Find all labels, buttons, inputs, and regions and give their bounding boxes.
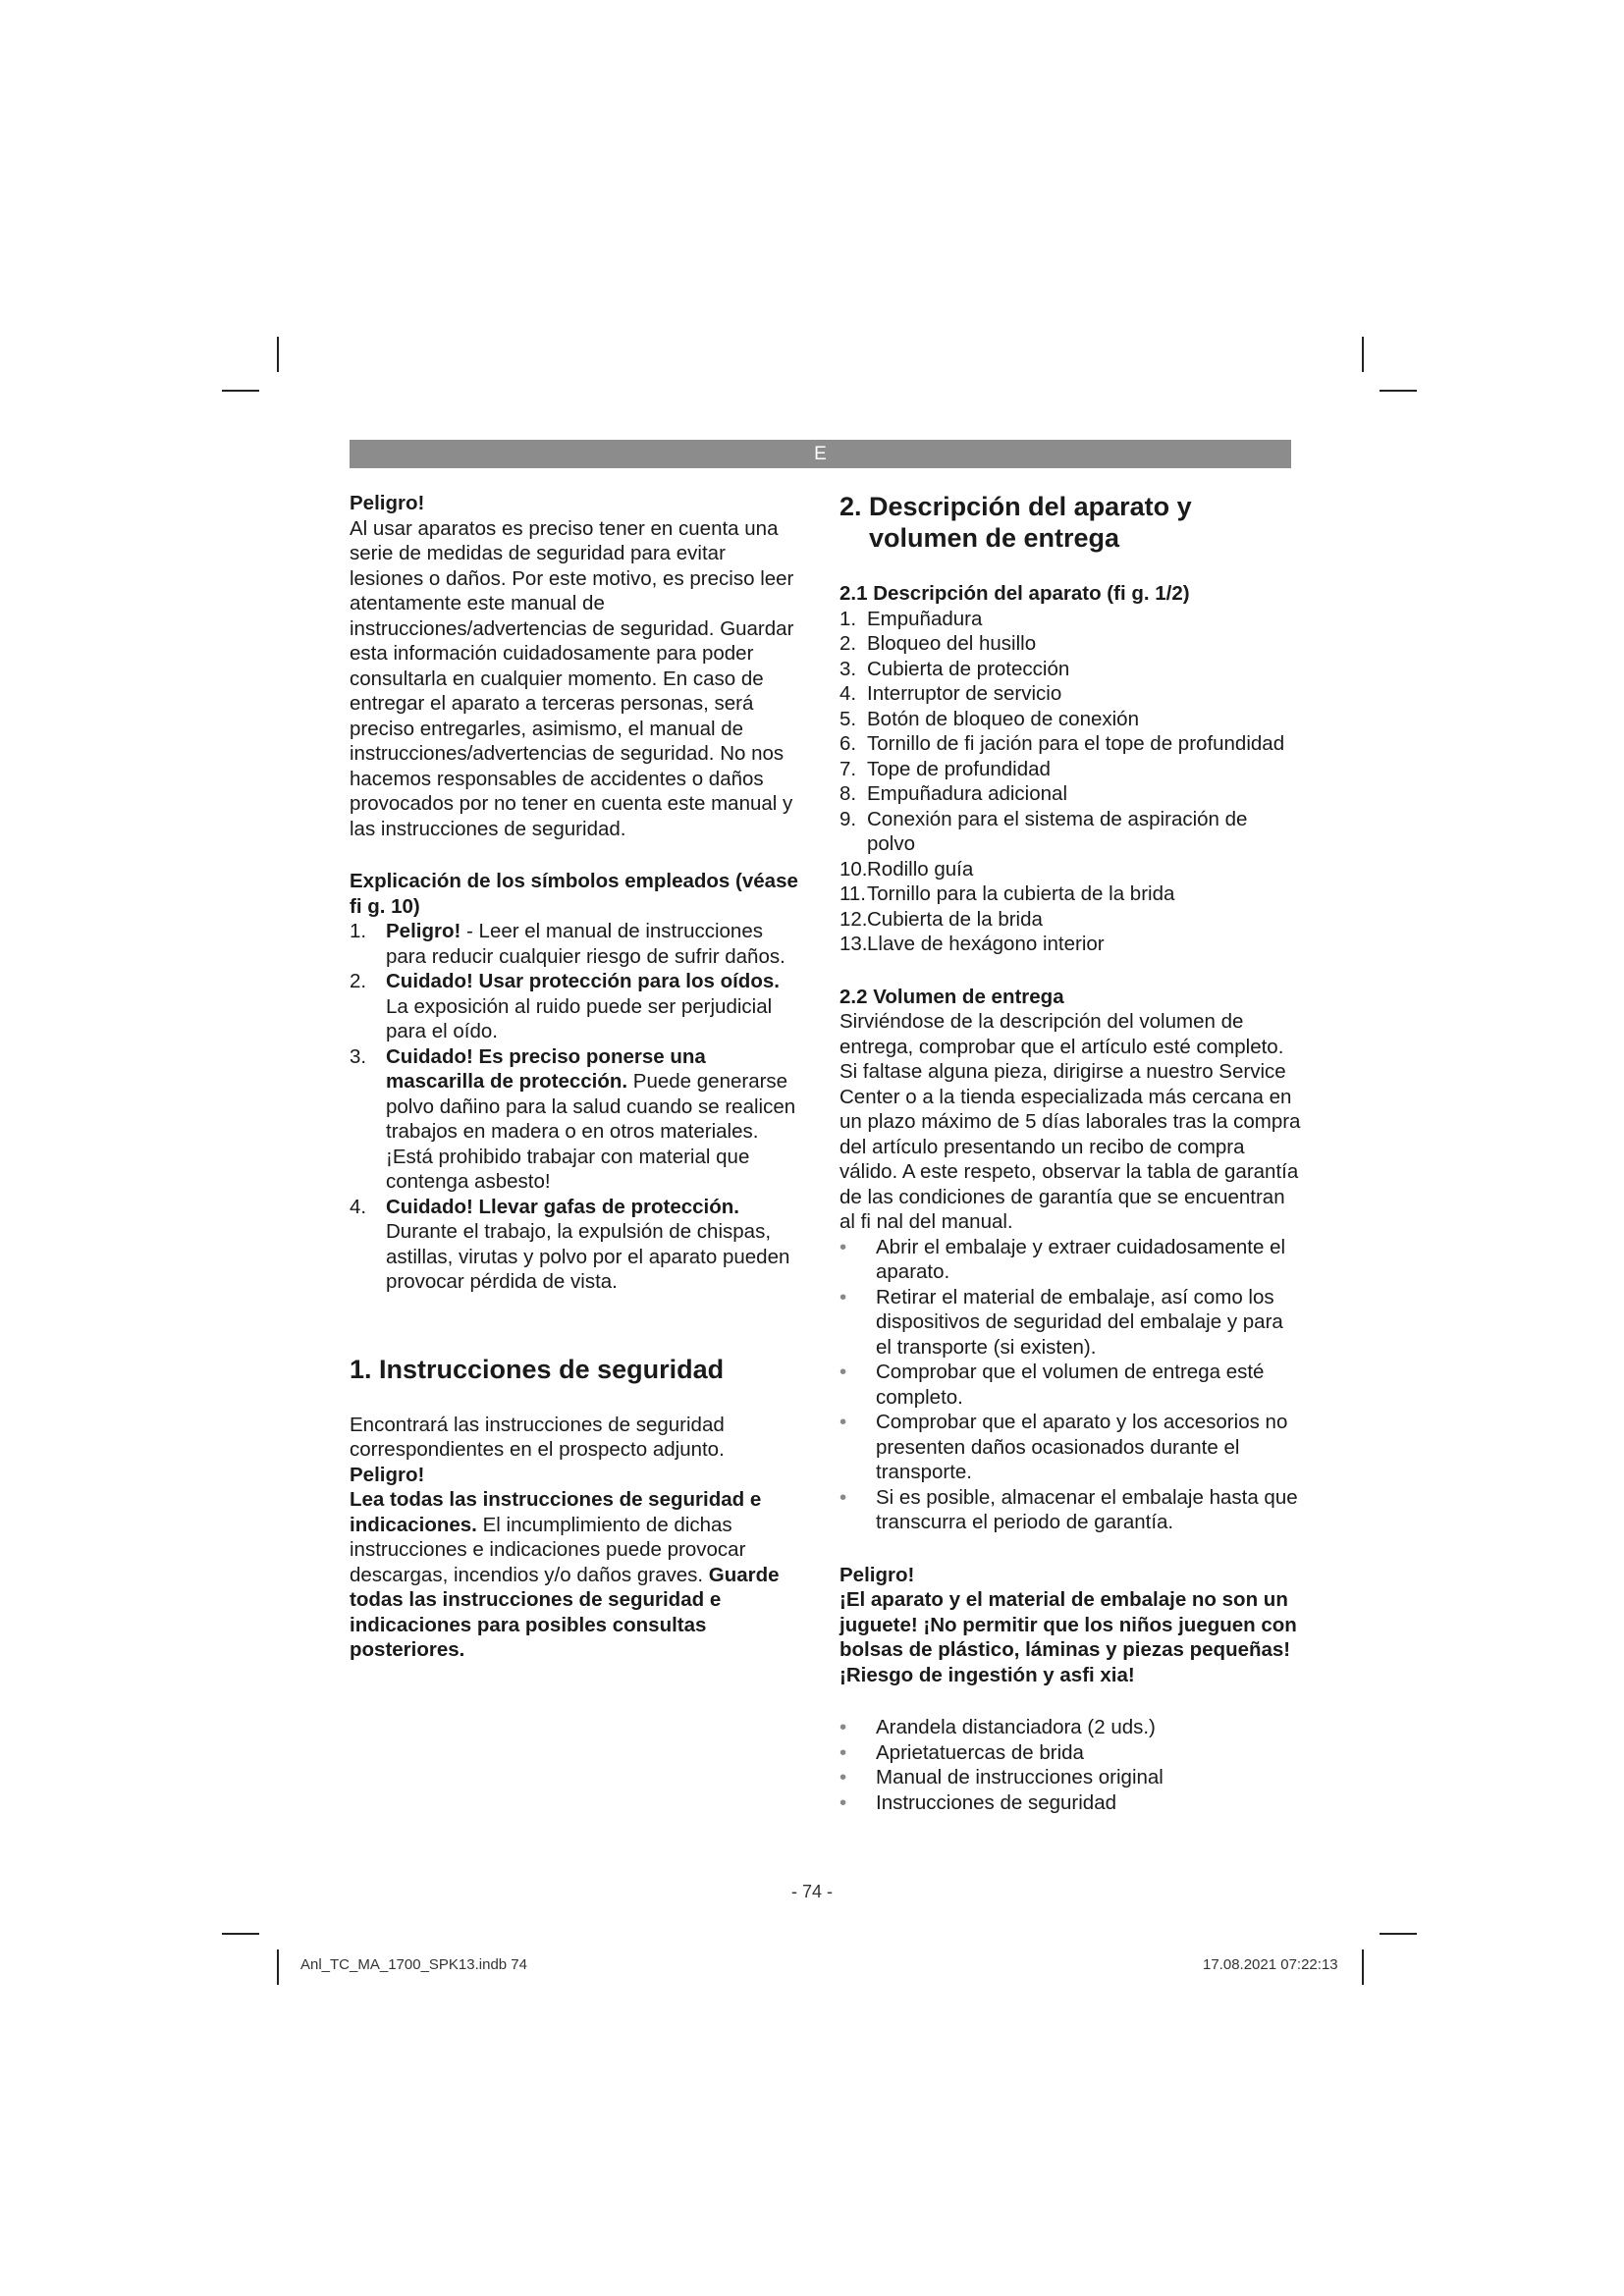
right-column bbox=[839, 491, 1301, 1815]
list-item bbox=[839, 707, 1301, 732]
page-number: - 74 - bbox=[790, 1882, 833, 1901]
list-item bbox=[839, 807, 1301, 857]
list-item: • Instrucciones de seguridad bbox=[839, 1790, 1301, 1816]
part-label: Empuñadura bbox=[867, 607, 983, 630]
symbol-title: Cuidado! Llevar gafas de protección. bbox=[386, 1195, 739, 1218]
danger-heading: Peligro! bbox=[350, 1463, 425, 1486]
part-label: Tornillo para la cubierta de la brida bbox=[867, 882, 1175, 905]
list-item: • Comprobar que el aparato y los accesorios no presenten daños ocasionados durante el transporte. bbox=[839, 1410, 1301, 1485]
symbol-title: Cuidado! Es preciso ponerse una mascarilla de protección. bbox=[386, 1044, 706, 1093]
warning-text: El incumplimiento de dichas instrucciones e indicaciones puede provocar descargas, incendios y/o daños graves. bbox=[350, 1513, 746, 1586]
contents-list bbox=[839, 1715, 1301, 1815]
part-label: Interruptor de servicio bbox=[867, 682, 1062, 705]
list-number: 9. bbox=[839, 807, 857, 830]
crop-mark bbox=[1380, 390, 1417, 392]
danger-paragraph: Al usar aparatos es preciso tener en cuenta una serie de medidas de seguridad para evitar lesiones o daños. Por este motivo, es preciso leer atentamente este manual de instrucciones/advertencias de seguridad. Guardar esta información cuidadosamente para poder consultarla en cualquier momento. En caso de entregar el aparato a terceras personas, será preciso entregarles, asimismo, el manual de instrucciones/advertencias de seguridad. No nos hacemos responsables de accidentes o daños provocados por no tener en cuenta este manual y las instrucciones de seguridad. bbox=[350, 516, 794, 840]
list-item: • Abrir el embalaje y extraer cuidadosamente el aparato. bbox=[839, 1235, 1301, 1285]
danger-heading: Peligro! bbox=[350, 492, 425, 514]
list-number: 1. bbox=[350, 920, 367, 942]
section-2-title-line: volumen de entrega bbox=[869, 523, 1120, 553]
list-item bbox=[839, 881, 1301, 907]
part-label: Cubierta de la brida bbox=[867, 907, 1043, 931]
crop-mark bbox=[1362, 337, 1364, 372]
crop-mark bbox=[1362, 1949, 1364, 1985]
list-item bbox=[839, 857, 1301, 882]
list-item bbox=[839, 681, 1301, 707]
symbol-text: Puede generarse polvo dañino para la salud cuando se realicen trabajos en madera o en otros materiales. ¡Está prohibido trabajar con material que contenga asbesto! bbox=[386, 1070, 796, 1193]
list-number: 11. bbox=[839, 882, 866, 905]
steps-list bbox=[839, 1235, 1301, 1535]
symbol-text: La exposición al ruido puede ser perjudicial para el oído. bbox=[386, 994, 773, 1042]
left-column bbox=[350, 491, 803, 1663]
part-label: Bloqueo del husillo bbox=[867, 632, 1037, 655]
symbol-text: - Leer el manual de instrucciones para reducir cualquier riesgo de sufrir daños. bbox=[386, 920, 785, 968]
list-item bbox=[350, 919, 803, 969]
list-item bbox=[839, 631, 1301, 657]
list-number: 2. bbox=[839, 632, 857, 655]
part-label: Botón de bloqueo de conexión bbox=[867, 707, 1139, 730]
symbol-text: Durante el trabajo, la expulsión de chispas, astillas, virutas y polvo por el aparato pueden provocar pérdida de vista. bbox=[386, 1220, 790, 1293]
subsection-2-2-heading: 2.2 Volumen de entrega bbox=[839, 985, 1064, 1008]
part-label: Cubierta de protección bbox=[867, 657, 1070, 680]
section-2-title bbox=[839, 491, 1301, 554]
list-item bbox=[839, 907, 1301, 933]
list-item bbox=[839, 932, 1301, 957]
list-number: 5. bbox=[839, 707, 857, 730]
list-item bbox=[839, 731, 1301, 757]
crop-mark bbox=[277, 337, 279, 372]
language-label: E bbox=[814, 444, 827, 464]
symbols-heading: Explicación de los símbolos empleados (véase fi g. 10) bbox=[350, 870, 798, 918]
crop-mark bbox=[277, 1949, 279, 1985]
section-2-title-line: 2. Descripción del aparato y bbox=[839, 492, 1192, 521]
list-number: 13. bbox=[839, 933, 868, 955]
list-item: • Si es posible, almacenar el embalaje hasta que transcurra el periodo de garantía. bbox=[839, 1485, 1301, 1535]
symbols-list bbox=[350, 919, 803, 1295]
part-label: Rodillo guía bbox=[867, 857, 974, 881]
list-number: 6. bbox=[839, 732, 857, 755]
list-item: • Manual de instrucciones original bbox=[839, 1765, 1301, 1790]
section-1-text: Encontrará las instrucciones de seguridad correspondientes en el prospecto adjunto. bbox=[350, 1413, 725, 1461]
warning-bold-text: Guarde todas las instrucciones de seguridad e indicaciones para posibles consultas posteriores. bbox=[350, 1563, 780, 1661]
list-number: 1. bbox=[839, 607, 857, 630]
part-label: Conexión para el sistema de aspiración de polvo bbox=[867, 807, 1248, 855]
crop-mark bbox=[222, 390, 259, 392]
list-item bbox=[350, 969, 803, 1044]
list-item bbox=[350, 1195, 803, 1295]
danger-warning-text: ¡El aparato y el material de embalaje no son un juguete! ¡No permitir que los niños jueguen con bolsas de plástico, láminas y piezas pequeñas! ¡Riesgo de ingestión y asfi xia! bbox=[839, 1588, 1297, 1686]
list-item bbox=[839, 607, 1301, 632]
file-slug: Anl_TC_MA_1700_SPK13.indb 74 bbox=[300, 1956, 527, 1973]
warning-paragraph bbox=[350, 1487, 803, 1663]
list-number: 12. bbox=[839, 907, 868, 931]
list-number: 4. bbox=[839, 682, 857, 705]
list-number: 3. bbox=[350, 1044, 367, 1068]
list-item: • Aprietatuercas de brida bbox=[839, 1740, 1301, 1766]
subsection-2-1-heading: 2.1 Descripción del aparato (fi g. 1/2) bbox=[839, 582, 1190, 605]
warning-bold-text: Lea todas las instrucciones de seguridad e indicaciones. bbox=[350, 1488, 762, 1536]
section-1-title: 1. Instrucciones de seguridad bbox=[350, 1354, 725, 1384]
delivery-paragraph: Sirviéndose de la descripción del volumen de entrega, comprobar que el artículo esté completo. Si faltase alguna pieza, dirigirse a nuestro Service Center o a la tienda especializada más cercana en un plazo máximo de 5 días laborales tras la compra del artículo presentando un recibo de compra válido. A este respeto, observar la tabla de garantía de las condiciones de garantía que se encuentran al fi nal del manual. bbox=[839, 1010, 1301, 1233]
part-label: Tope de profundidad bbox=[867, 757, 1051, 780]
parts-list bbox=[839, 607, 1301, 957]
list-number: 8. bbox=[839, 782, 857, 805]
symbol-title: Cuidado! Usar protección para los oídos. bbox=[386, 970, 780, 992]
list-number: 2. bbox=[350, 970, 367, 992]
part-label: Llave de hexágono interior bbox=[867, 933, 1105, 955]
list-item bbox=[839, 757, 1301, 782]
list-item: • Retirar el material de embalaje, así como los dispositivos de seguridad del embalaje y para el transporte (si existen). bbox=[839, 1285, 1301, 1361]
danger-heading: Peligro! bbox=[839, 1563, 915, 1586]
list-item bbox=[839, 781, 1301, 807]
language-header-bar bbox=[350, 440, 1291, 468]
list-number: 3. bbox=[839, 657, 857, 680]
symbol-title: Peligro! bbox=[386, 920, 461, 942]
part-label: Empuñadura adicional bbox=[867, 782, 1067, 805]
list-number: 7. bbox=[839, 757, 857, 780]
list-number: 10. bbox=[839, 857, 868, 881]
list-item bbox=[350, 1044, 803, 1195]
print-datetime: 17.08.2021 07:22:13 bbox=[1203, 1956, 1338, 1973]
crop-mark bbox=[222, 1933, 259, 1935]
part-label: Tornillo de fi jación para el tope de profundidad bbox=[867, 732, 1285, 755]
list-item: • Arandela distanciadora (2 uds.) bbox=[839, 1715, 1301, 1740]
list-item bbox=[839, 657, 1301, 682]
crop-mark bbox=[1380, 1933, 1417, 1935]
list-item: • Comprobar que el volumen de entrega esté completo. bbox=[839, 1360, 1301, 1410]
list-number: 4. bbox=[350, 1195, 367, 1218]
